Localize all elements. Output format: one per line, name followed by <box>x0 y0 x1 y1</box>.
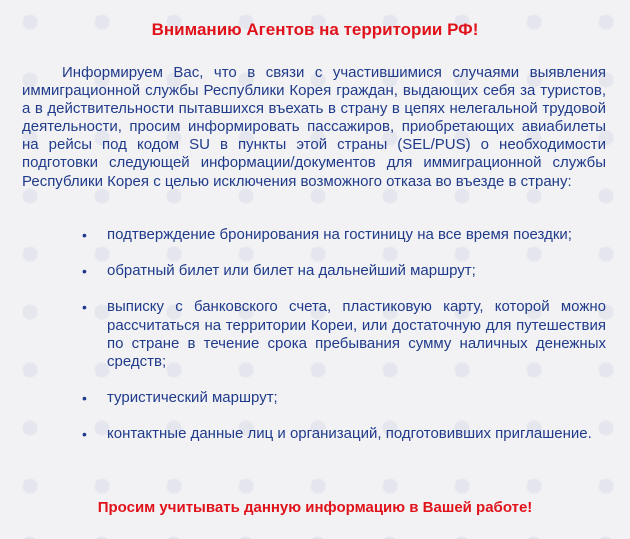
list-item <box>82 226 606 244</box>
closing-note: Просим учитывать данную информацию в Вашей работе! <box>97 499 533 516</box>
bullet-icon: • <box>82 299 87 316</box>
requirement-text: контактные данные лиц и организаций, подготовивших приглашение. <box>107 425 592 443</box>
intro-paragraph: Информируем Вас, что в связи с участившимися случаями выявления иммиграционной службы Республики Корея граждан, выдающих себя за туристов, а в действительности пытавшихся въехать в страну в цепях нелегальной трудовой деятельности, просим информировать пассажиров, приобретающих авиабилеты на рейсы под кодом SU в пункты этой страны (SEL/PUS) о необходимости подготовки следующей информации/документов для иммиграционной службы Республики Корея с целью исключения возможного отказа во въезде в страну: <box>22 64 606 190</box>
list-item <box>82 389 606 407</box>
notice-title: Вниманию Агентов на территории РФ! <box>151 20 479 39</box>
list-item <box>82 298 606 371</box>
bullet-icon: • <box>82 227 87 243</box>
requirement-text: подтверждение бронирования на гостиницу на все время поездки; <box>107 226 572 243</box>
requirement-text: обратный билет или билет на дальнейший маршрут; <box>107 262 476 280</box>
list-item <box>82 425 606 443</box>
list-item <box>82 262 606 280</box>
bullet-icon: • <box>82 426 87 443</box>
requirement-text: туристический маршрут; <box>107 389 278 407</box>
bullet-icon: • <box>82 390 87 407</box>
requirement-text: выписку с банковского счета, пластиковую карту, которой можно рассчитаться на территории Кореи, или достаточную для путешествия по стране в течение срока пребывания сумму наличных денежных средств; <box>107 298 606 371</box>
bullet-icon: • <box>82 263 87 280</box>
requirements-list <box>82 226 606 444</box>
